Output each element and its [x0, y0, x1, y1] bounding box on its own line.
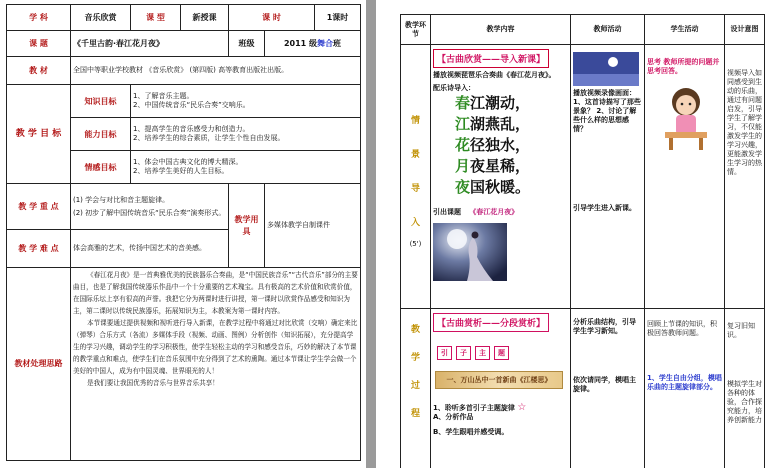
knowledge-goals [131, 85, 361, 118]
student-cartoon-image [659, 84, 713, 150]
step-teaching-process [401, 309, 431, 468]
right-page [376, 0, 769, 468]
poem-line: 春江潮动， [455, 94, 531, 112]
emotion-goal-1: 1、体会中国古典文化的博大精深。 [133, 158, 243, 166]
step1-char: 情 [410, 116, 420, 126]
design-header: 设计意图 [725, 15, 765, 45]
lead-in: 引出课题 《春江花月夜》 [433, 208, 519, 216]
tools-label: 教学用具 [229, 184, 265, 268]
note-label: 子 [456, 346, 471, 360]
step2-chars [403, 310, 428, 428]
section2-content [431, 309, 571, 468]
section1-student-text: 思考 教师所提的问题并思考回答。 [647, 58, 720, 75]
step1-char: 导 [410, 184, 420, 194]
handling-paragraph-1: 《春江花月夜》是一首典雅优美的民族器乐合奏曲，是“中国民族音乐”“古代音乐”部分的主要曲目，也是了解我国传统器乐作品中一个十分重要的艺术瑰宝。具有极高的艺术价值和欣赏价值，在国际乐坛上享有很高的声誉。我把它分为两课时进行讲授，第一课时以欣赏作品感受和知识为主，第二课时以传统民族器乐，拓展知识为主，本教案为第一课时内容。 [73, 271, 358, 315]
poem-line: 夜国秋暖。 [455, 178, 531, 196]
ability-goals [131, 118, 361, 151]
step2-char: 程 [410, 409, 420, 419]
step-situational-intro [401, 45, 431, 309]
handling-label: 教材处理思路 [7, 268, 71, 461]
content-header: 教学内容 [431, 15, 571, 45]
hours-value: 1课时 [315, 5, 361, 31]
moonlight-painting-image [433, 223, 507, 281]
hours-label: 课 时 [229, 5, 315, 31]
handling-paragraph-2: 本节课要通过提供视频和视听进行导入新课，在教学过程中将通过对比欣赏（交响）确定来比（弹琴）合乐方式（各流）多媒体手段（视频、动画、图例）分析创作（知识拓展），充分提高学生的学习兴趣，调动学生的学习积极性，使学生轻松主动的学习和感受音乐，巧妙的解决了本节课的教学重点和难点，使学生们在音乐氛围中充分得到了艺术的熏陶。通过本节课让学生学会做一个美好的中国人，成为有中国灵魂、世界眼光的人！ [73, 319, 358, 375]
knowledge-goal-1: 1、了解音乐主题。 [133, 92, 194, 100]
title-value: 《千里古韵·春江花月夜》 [71, 31, 229, 57]
key-points [71, 184, 229, 230]
step1-time: (5') [409, 240, 422, 248]
section2-teacher-text2: 依次请同学，模唱主旋律。 [573, 376, 636, 393]
poem-line: 花径独水， [455, 136, 531, 154]
section2-item1b: A、分析作品 [433, 413, 474, 421]
section1-recite: 配乐诗导入： [433, 84, 475, 92]
ability-label: 能力目标 [71, 118, 131, 151]
section2-student-text2: 1、学生自由分组，模唱乐曲的主题旋律部分。 [647, 374, 722, 391]
step1-char: 景 [410, 150, 420, 160]
section1-intro: 播放视频琵琶乐合奏曲《春江花月夜》。 [433, 71, 556, 79]
section2-teacher [571, 309, 645, 468]
note-label: 题 [494, 346, 509, 360]
step2-char: 过 [410, 381, 420, 391]
material-label: 教 材 [7, 57, 71, 85]
subject-label: 学 科 [7, 5, 71, 31]
note-label: 主 [475, 346, 490, 360]
emotion-goal-2: 2、培养学生美好的人生目标。 [133, 167, 229, 175]
step2-char: 学 [410, 353, 420, 363]
section2-student-text: 回顾上节课的知识，积极回答教师问题。 [647, 320, 717, 337]
section2-sub-banner: 一、万山丛中一首新曲《江楼思》 [435, 371, 563, 389]
subject-value: 音乐欣赏 [71, 5, 131, 31]
handling-paragraph-3: 是我们要让我国优秀的音乐与世界音乐共享！ [87, 379, 219, 387]
tools-value: 多媒体教学自制课件 [265, 184, 361, 268]
section2-design [725, 309, 765, 468]
section2-item2: B、学生跟唱并感受调。 [433, 428, 509, 436]
ability-goal-1: 1、提高学生的音乐感受力和创造力。 [133, 125, 250, 133]
section2-banner: 【古曲赏析——分段赏析】 [433, 313, 549, 332]
section1-content [431, 45, 571, 309]
type-label: 课 型 [131, 5, 181, 31]
section1-teacher-text: 播放视频录像画面：1、这首诗描写了那些景象？ 2、讨论了解些什么样的思想感情？ [573, 89, 641, 133]
section1-design: 视频导入如同感受到生动的乐曲，通过有问题启发，引导学生了解学习，不仅能激发学生的学习兴趣，更能激发学生学习的热情。 [725, 45, 765, 309]
difficulty-label: 教 学 难 点 [7, 230, 71, 268]
key-point-1: (1) 学会与对比和音主题旋律。 [73, 195, 170, 204]
key-points-label: 教 学 重 点 [7, 184, 71, 230]
process-table [400, 14, 765, 468]
poem [433, 93, 568, 198]
section1-teacher [571, 45, 645, 309]
teacher-header: 教师活动 [571, 15, 645, 45]
note-label: 引 [437, 346, 452, 360]
left-page [0, 0, 366, 468]
knowledge-goal-2: 2、中国传统音乐“民乐合奏”交响乐。 [133, 101, 250, 109]
lesson-plan-table [6, 4, 361, 461]
class-value: 2011 级舞合班 [265, 31, 361, 57]
student-header: 学生活动 [645, 15, 725, 45]
key-point-2: (2) 初步了解中国传统音乐“民乐合奏”演奏形式。 [73, 208, 226, 217]
section2-design-text: 复习旧知识。 [727, 322, 755, 339]
step2-char: 教 [410, 325, 420, 335]
poem-line: 江湖燕乱， [455, 115, 531, 133]
section1-banner: 【古曲欣赏——导入新课】 [433, 49, 549, 68]
emotion-goals [131, 151, 361, 184]
step-header: 教学环节 [401, 15, 431, 45]
star-icon: ☆ [517, 402, 527, 413]
theme-notation-diagram [437, 341, 568, 365]
section2-item1: 1、聆听多首引子主题旋律 ☆ [433, 402, 527, 413]
step1-chars [403, 104, 428, 240]
section2-student [645, 309, 725, 468]
ability-goal-2: 2、培养学生的综合素质，让学生个性自由发展。 [133, 134, 285, 142]
knowledge-label: 知识目标 [71, 85, 131, 118]
difficulty-value: 体会高雅的艺术，传扬中国艺术的音美感。 [71, 230, 229, 268]
moon-night-thumbnail-image [573, 52, 639, 86]
poem-line: 月夜星稀， [455, 157, 531, 175]
section1-teacher-text2: 引导学生进入新课。 [573, 204, 636, 212]
title-label: 课 题 [7, 31, 71, 57]
handling-text [71, 268, 361, 461]
section2-teacher-text: 分析乐曲结构，引导学生学习新知。 [573, 318, 636, 335]
material-value: 全国中等职业学校教材 《音乐欣赏》 (第四版) 高等教育出版社出版。 [71, 57, 361, 85]
emotion-label: 情感目标 [71, 151, 131, 184]
goals-label: 教 学 目 标 [7, 85, 71, 184]
section1-student [645, 45, 725, 309]
type-value: 新授课 [181, 5, 229, 31]
section2-design-text2: 模拟学生对各种的体验，合作探究能力，培养创新能力 [727, 380, 762, 424]
step1-char: 入 [410, 218, 420, 228]
class-label: 班级 [229, 31, 265, 57]
